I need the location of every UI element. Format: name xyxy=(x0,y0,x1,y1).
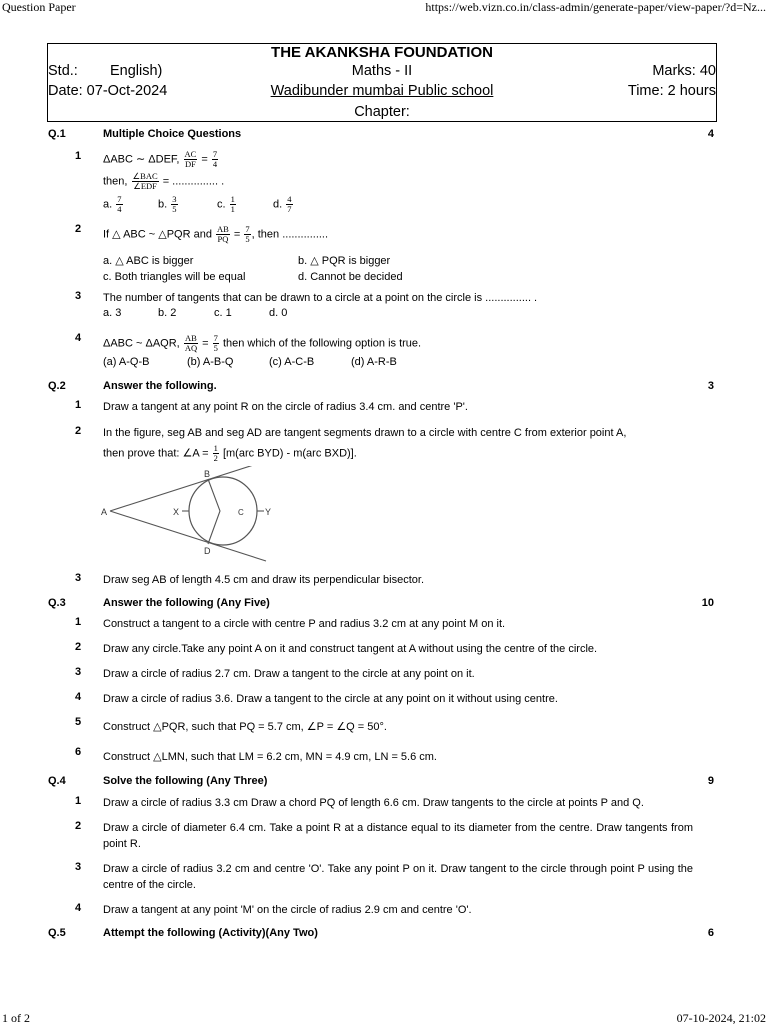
section-title: Solve the following (Any Three) xyxy=(103,775,268,787)
question-text: Draw a circle of radius 3.6. Draw a tangent to the circle at any point on it without using centre. xyxy=(103,693,558,705)
fraction: $\frac{7}{4}$ xyxy=(212,149,218,169)
print-timestamp: 07-10-2024, 21:02 xyxy=(676,1011,766,1024)
option-b: b. $\frac{3}{5}$ xyxy=(158,194,177,214)
option-c: (c) A-C-B xyxy=(269,356,315,368)
option-d: (d) A-R-B xyxy=(351,356,397,368)
question-number: 4 xyxy=(75,902,82,914)
circle xyxy=(189,477,257,545)
section-marks: 6 xyxy=(707,927,714,939)
tangent-line-ab xyxy=(110,466,266,511)
total-marks: Marks: 40 xyxy=(652,63,716,79)
label-c: C xyxy=(238,508,244,517)
option-c: c. Both triangles will be equal xyxy=(103,271,246,283)
option-d: d. $\frac{4}{7}$ xyxy=(273,194,292,214)
option-b: b. 2 xyxy=(158,307,177,319)
option-b: b. △ PQR is bigger xyxy=(298,255,391,267)
question-number: 3 xyxy=(75,861,82,873)
option-a: a. $\frac{7}{4}$ xyxy=(103,194,122,214)
option-c: c. 1 xyxy=(214,307,232,319)
option-row xyxy=(103,305,403,321)
option-a: a. △ ABC is bigger xyxy=(103,255,194,267)
fraction: $\frac{\text{∠BAC}}{\text{∠EDF}}$ xyxy=(132,171,158,191)
question-text: The number of tangents that can be drawn to a circle at a point on the circle is ............... . xyxy=(103,292,538,304)
fraction: $\frac{7}{5}$ xyxy=(213,333,218,353)
option-b: (b) A-B-Q xyxy=(187,356,234,368)
section-number: Q.1 xyxy=(48,128,66,140)
section-title: Multiple Choice Questions xyxy=(103,128,242,140)
question-number: 2 xyxy=(75,820,82,832)
question-number: 3 xyxy=(75,666,82,678)
section-number: Q.4 xyxy=(48,775,66,787)
option-d: d. 0 xyxy=(269,307,288,319)
paper-header xyxy=(47,43,717,122)
subject: Maths - II xyxy=(351,63,413,79)
label-y: Y xyxy=(265,507,272,517)
fraction: $\frac{AB}{AQ}$ xyxy=(184,333,198,353)
section-title: Attempt the following (Activity)(Any Two) xyxy=(103,927,318,939)
question-text: If △ ABC ~ △PQR and $\frac{AB}{PQ}$ = $\frac{7}{5}$ , then ............... xyxy=(103,224,329,244)
question-text: Draw seg AB of length 4.5 cm and draw its perpendicular bisector. xyxy=(103,574,425,586)
question-number: 2 xyxy=(75,425,82,437)
tangent-line-ad xyxy=(110,511,266,561)
question-text: Draw a circle of radius 3.3 cm Draw a chord PQ of length 6.6 cm. Draw tangents to the circle at points P and Q. xyxy=(103,797,644,809)
question-text: ΔABC ~ ΔAQR, $\frac{AB}{AQ}$ = $\frac{7}{5}$ then which of the following option is true. xyxy=(103,333,422,353)
print-page-number: 1 of 2 xyxy=(2,1011,30,1024)
section-marks: 4 xyxy=(707,128,714,140)
option-grid xyxy=(103,253,503,287)
tangent-circle-figure xyxy=(98,466,278,566)
label-a: A xyxy=(101,507,108,517)
exam-date: Date: 07-Oct-2024 xyxy=(48,83,168,99)
section-marks: 10 xyxy=(701,597,714,609)
label-d: D xyxy=(204,546,211,556)
question-number: 4 xyxy=(75,691,82,703)
question-text: ΔABC ∼ ΔDEF, $\frac{AC}{DF}$ = $\frac{7}{4}$ xyxy=(103,149,218,169)
option-a: a. 3 xyxy=(103,307,122,319)
exam-duration: Time: 2 hours xyxy=(627,83,716,99)
question-number: 2 xyxy=(75,641,82,653)
section-number: Q.2 xyxy=(48,380,66,392)
option-row xyxy=(103,354,433,370)
question-number: 2 xyxy=(75,223,82,235)
question-text: Draw a circle of radius 2.7 cm. Draw a tangent to the circle at any point on it. xyxy=(103,668,475,680)
print-page-url: https://web.vizn.co.in/class-admin/generate-paper/view-paper/?d=Nz... xyxy=(425,0,766,14)
question-text: Draw a circle of diameter 6.4 cm. Take a point R at a distance equal to its diameter from the centre. Draw tangents from point R. xyxy=(103,822,693,850)
question-number: 1 xyxy=(75,150,82,162)
option-c: c. $\frac{1}{1}$ xyxy=(217,194,235,214)
question-text: Draw a tangent at any point R on the circle of radius 3.4 cm. and centre 'P'. xyxy=(103,401,468,413)
section-title: Answer the following (Any Five) xyxy=(103,597,270,609)
section-marks: 3 xyxy=(707,380,714,392)
section-marks: 9 xyxy=(707,775,714,787)
option-a: (a) A-Q-B xyxy=(103,356,150,368)
print-page-title: Question Paper xyxy=(2,0,76,14)
section-title: Answer the following. xyxy=(103,380,217,392)
std-label: Std.: xyxy=(48,63,78,79)
std-value: English) xyxy=(110,63,163,79)
question-text: Construct a tangent to a circle with centre P and radius 3.2 cm at any point M on it. xyxy=(103,618,506,630)
question-text: then prove that: ∠A = $\frac{1}{2}$ [m(arc BYD) - m(arc BXD)]. xyxy=(103,443,357,463)
option-row xyxy=(103,195,403,215)
organization-name: THE AKANKSHA FOUNDATION xyxy=(271,44,493,61)
label-b: B xyxy=(204,469,211,479)
question-text: Draw a tangent at any point 'M' on the circle of radius 2.9 cm and centre 'O'. xyxy=(103,904,472,916)
fraction: $\frac{AC}{DF}$ xyxy=(184,149,197,169)
question-text: Construct △LMN, such that LM = 6.2 cm, MN = 4.9 cm, LN = 5.6 cm. xyxy=(103,751,437,763)
section-number: Q.3 xyxy=(48,597,66,609)
question-text: In the figure, seg AB and seg AD are tangent segments drawn to a circle with centre C from exterior point A, xyxy=(103,427,627,439)
fraction: $\frac{AB}{PQ}$ xyxy=(217,224,229,244)
radii xyxy=(208,479,220,544)
question-number: 1 xyxy=(75,795,82,807)
question-number: 3 xyxy=(75,572,82,584)
question-text: then, $\frac{\text{∠BAC}}{\text{∠EDF}}$ = ............... . xyxy=(103,171,225,191)
question-text: Draw a circle of radius 3.2 cm and centre 'O'. Take any point P on it. Draw tangent to the circle through point P using the centre of the circle. xyxy=(103,863,693,891)
question-number: 1 xyxy=(75,399,82,411)
school-name: Wadibunder mumbai Public school xyxy=(270,83,494,99)
question-number: 5 xyxy=(75,716,82,728)
chapter-label: Chapter: xyxy=(354,104,410,120)
question-text: Draw any circle.Take any point A on it and construct tangent at A without using the centre of the circle. xyxy=(103,643,598,655)
question-number: 4 xyxy=(75,332,82,344)
label-x: X xyxy=(173,507,180,517)
question-number: 6 xyxy=(75,746,82,758)
fraction: $\frac{7}{5}$ xyxy=(245,224,250,244)
question-number: 1 xyxy=(75,616,82,628)
question-number: 3 xyxy=(75,290,82,302)
question-text: Construct △PQR, such that PQ = 5.7 cm, ∠P = ∠Q = 50°. xyxy=(103,721,387,733)
option-d: d. Cannot be decided xyxy=(298,271,403,283)
section-number: Q.5 xyxy=(48,927,66,939)
fraction: $\frac{1}{2}$ xyxy=(213,443,218,463)
